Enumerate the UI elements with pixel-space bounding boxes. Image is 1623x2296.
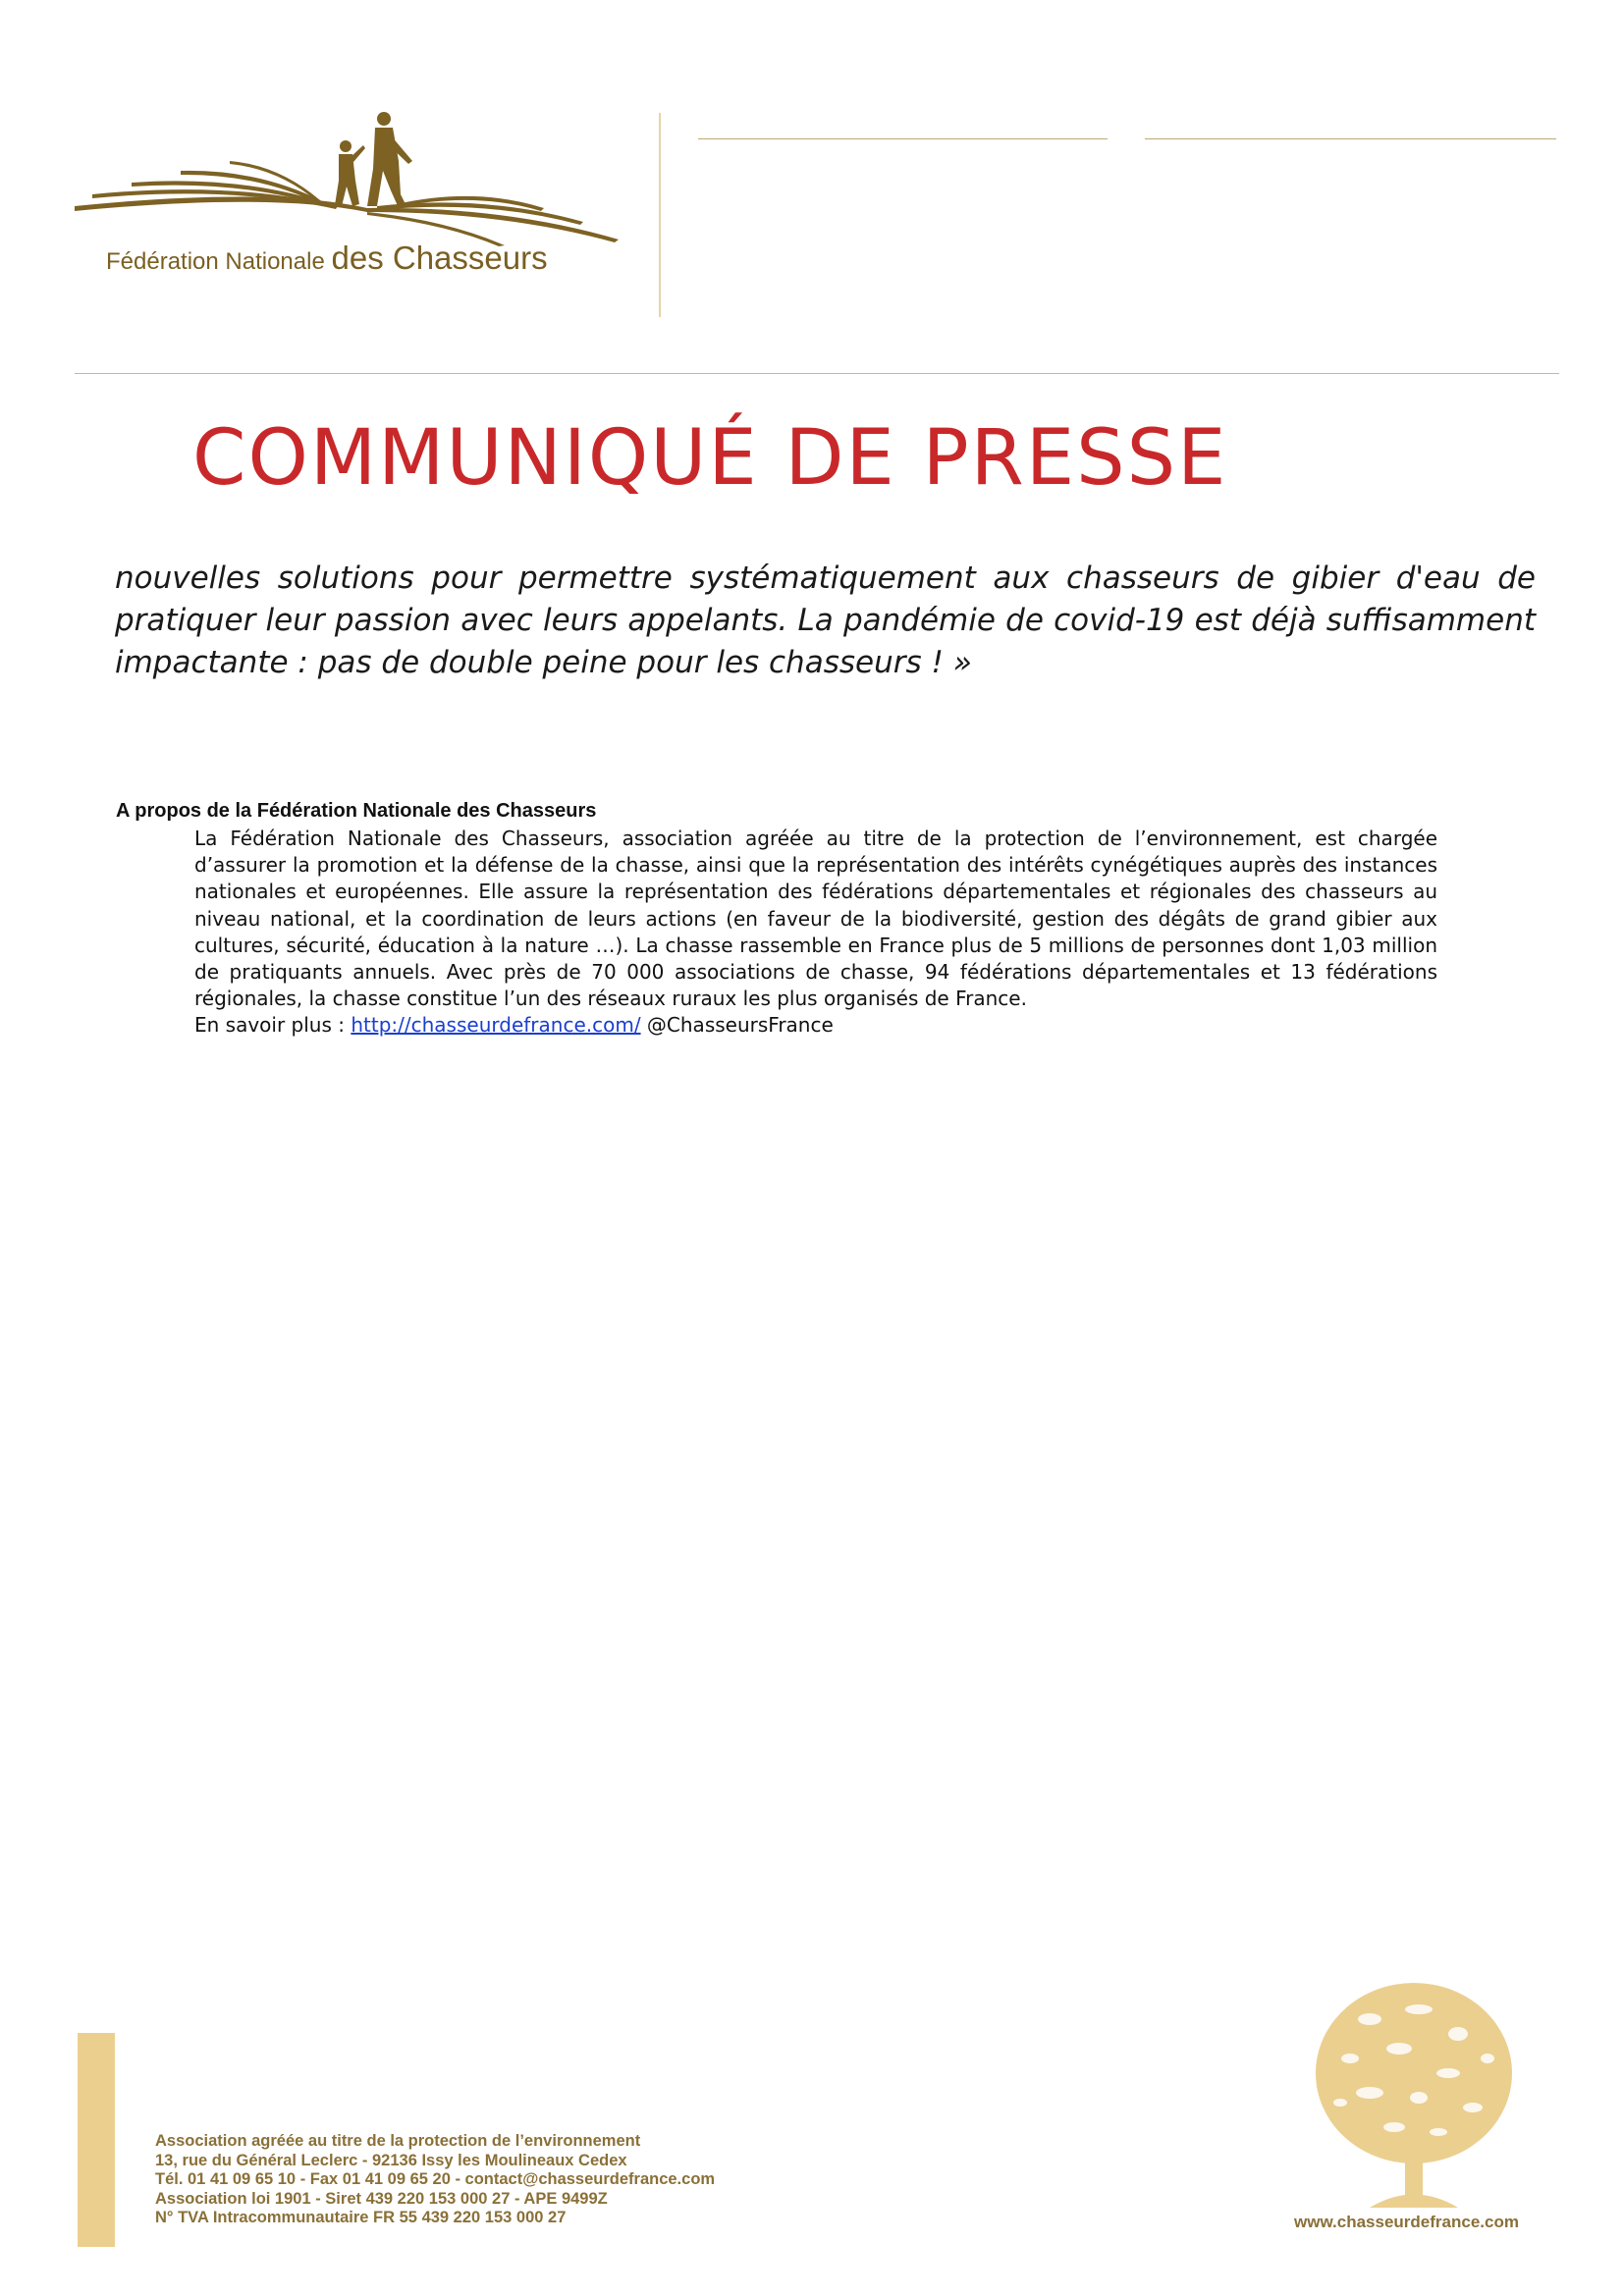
more-info-label: En savoir plus :: [194, 1013, 352, 1037]
footer-contact-block: [155, 2132, 715, 2228]
footer-line: Tél. 01 41 09 65 10 - Fax 01 41 09 65 20 - contact@chasseurdefrance.com: [155, 2170, 716, 2188]
header-separator: [75, 373, 1559, 374]
about-paragraph: La Fédération Nationale des Chasseurs, association agréée au titre de la protection de l’environnement, est chargée d’assurer la promotion et la défense de la chasse, ainsi que la représentation des intérêts cynégétiques auprès des instances nationales et européennes. Elle assure la représentation des fédérations départementales et régionales des chasseurs au niveau national, et la coordination de leurs actions (en faveur de la biodiversité, gestion des dégâts de grand gibier aux cultures, sécurité, éducation à la nature …). La chasse rassemble en France plus de 5 millions de personnes dont 1,03 million de pratiquants annuels. Avec près de 70 000 associations de chasse, 94 fédérations départementales et 13 fédérations régionales, la chasse constitue l’un des réseaux ruraux les plus organisés de France.: [194, 827, 1437, 1011]
header-rule-left: [698, 138, 1108, 139]
footer-line: N° TVA Intracommunautaire FR 55 439 220 153 000 27: [155, 2209, 567, 2226]
logo-name-small: Fédération Nationale: [106, 248, 325, 275]
website-link[interactable]: http://chasseurdefrance.com/: [351, 1013, 641, 1037]
more-info-line: [194, 1013, 834, 1037]
logo-name-large: des Chasseurs: [331, 240, 548, 276]
about-heading: A propos de la Fédération Nationale des Chasseurs: [116, 800, 597, 822]
footer-website[interactable]: www.chasseurdefrance.com: [1294, 2213, 1519, 2231]
logo-wordmark: [106, 240, 548, 277]
header-rule-right: [1145, 138, 1556, 139]
page-title: COMMUNIQUÉ DE PRESSE: [192, 414, 1228, 503]
quote-paragraph: nouvelles solutions pour permettre systématiquement aux chasseurs de gibier d'eau de pratiquer leur passion avec leurs appelants. La pandémie de covid-19 est déjà suffisamment impactante : pas de double peine pour les chasseurs ! »: [115, 561, 1536, 680]
footer-line: Association agréée au titre de la protection de l’environnement: [155, 2132, 641, 2150]
twitter-handle: @ChasseursFrance: [640, 1013, 834, 1037]
footer-accent-bar: [78, 2033, 115, 2247]
animal-tree-icon: [1311, 1980, 1517, 2211]
hunters-logo-icon: [73, 110, 622, 247]
footer-line: 13, rue du Général Leclerc - 92136 Issy les Moulineaux Cedex: [155, 2151, 627, 2169]
footer-line: Association loi 1901 - Siret 439 220 153 000 27 - APE 9499Z: [155, 2189, 608, 2208]
header-vertical-divider: [659, 113, 661, 317]
